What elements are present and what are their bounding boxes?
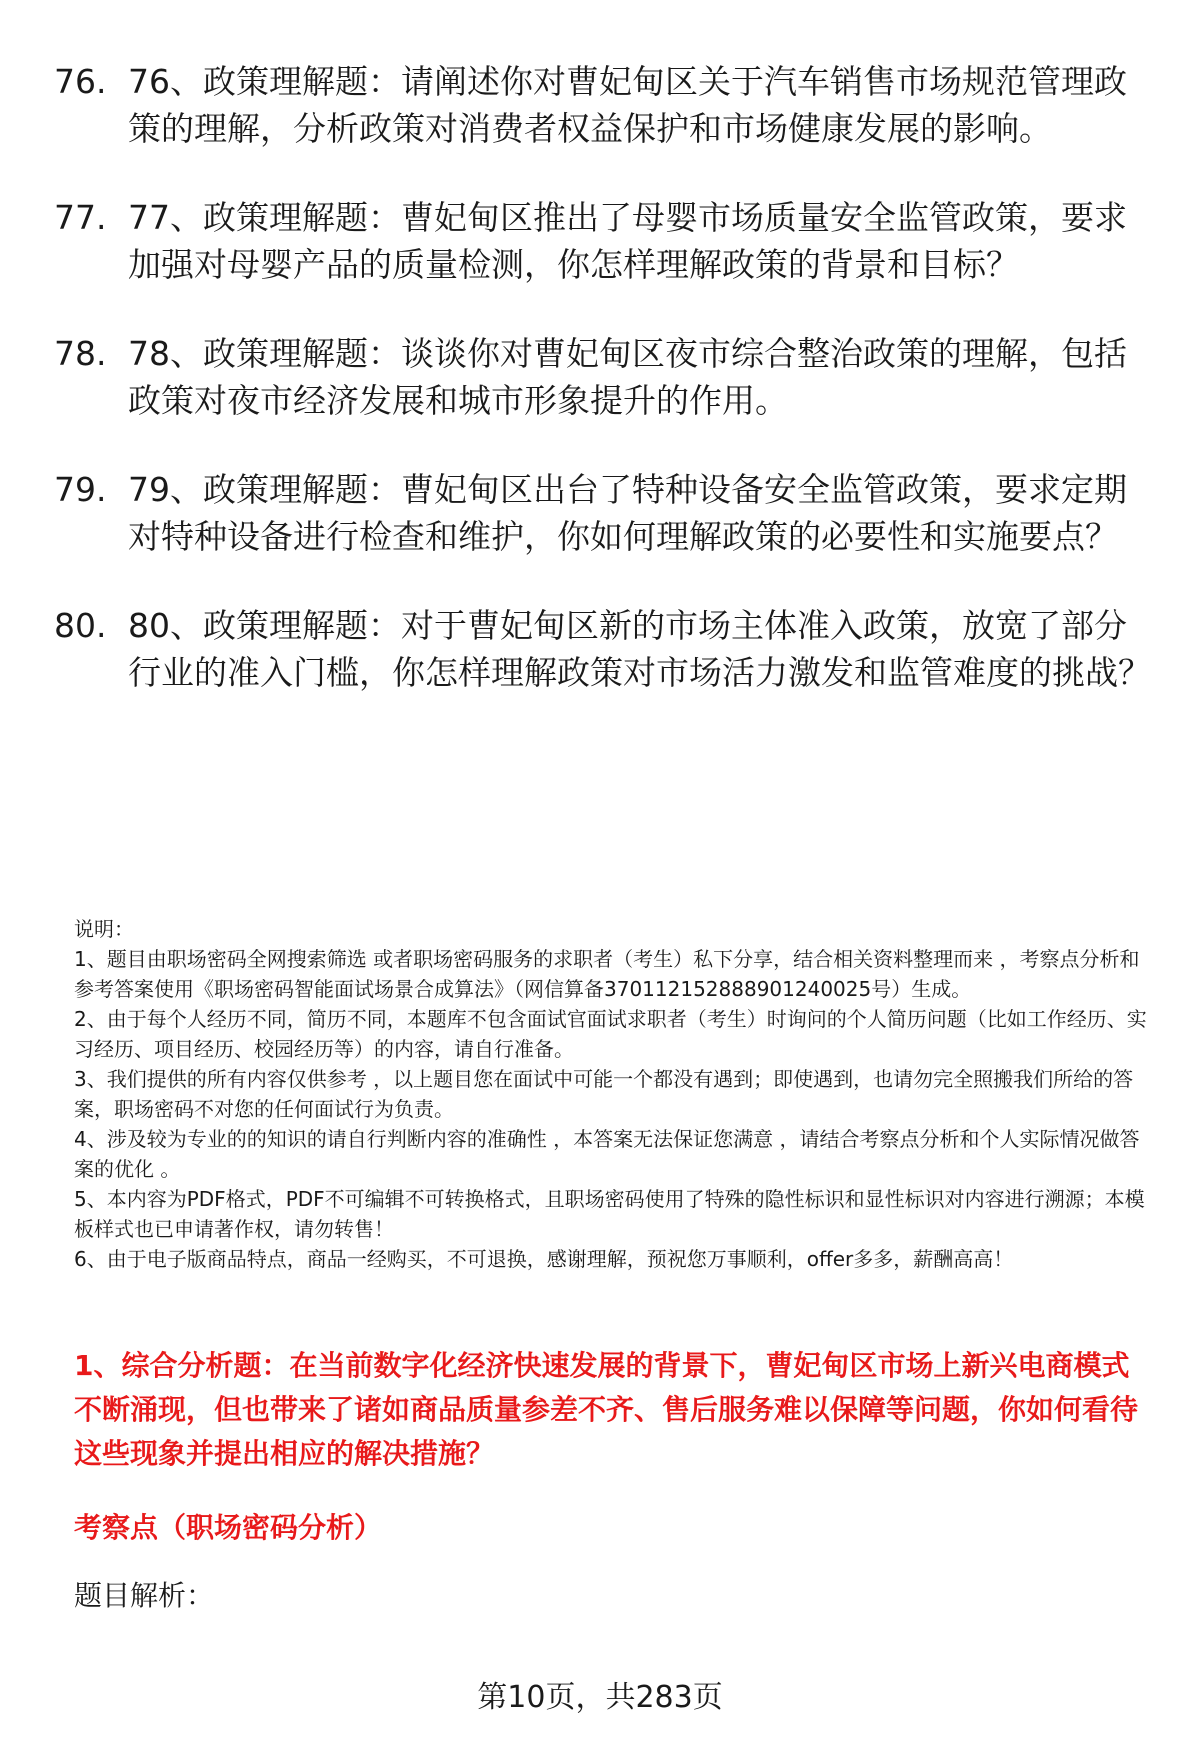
notes-heading: 说明： — [74, 917, 134, 941]
note-item: 2、由于每个人经历不同，简历不同，本题库不包含面试官面试求职者（考生）时询问的个人简历问题（比如工作经历、实习经历、项目经历、校园经历等）的内容，请自行准备。 — [74, 1007, 1147, 1061]
question-text: 77、政策理解题：曹妃甸区推出了母婴市场质量安全监管政策，要求加强对母婴产品的质量检测，你怎样理解政策的背景和目标？ — [128, 198, 1127, 284]
question-list — [54, 58, 1154, 738]
question-number: 77. — [54, 198, 107, 237]
question-item — [54, 330, 1154, 424]
question-item — [54, 58, 1154, 152]
question-number: 78. — [54, 334, 107, 373]
note-item: 5、本内容为PDF格式，PDF不可编辑不可转换格式，且职场密码使用了特殊的隐性标识和显性标识对内容进行溯源；本模板样式也已申请著作权，请勿转售！ — [74, 1187, 1145, 1241]
question-number: 79. — [54, 470, 107, 509]
featured-question-block — [74, 1344, 1156, 1550]
page-footer: 第10页，共283页 — [477, 1680, 723, 1715]
question-number: 76. — [54, 62, 107, 101]
sub-heading: 题目解析： — [74, 1579, 215, 1612]
question-text: 79、政策理解题：曹妃甸区出台了特种设备安全监管政策，要求定期对特种设备进行检查和维护，你如何理解政策的必要性和实施要点？ — [128, 470, 1127, 556]
question-text: 76、政策理解题：请阐述你对曹妃甸区关于汽车销售市场规范管理政策的理解，分析政策对消费者权益保护和市场健康发展的影响。 — [128, 62, 1127, 148]
analysis-heading: 考察点（职场密码分析） — [74, 1511, 383, 1544]
question-text: 80、政策理解题：对于曹妃甸区新的市场主体准入政策，放宽了部分行业的准入门槛，你怎样理解政策对市场活力激发和监管难度的挑战？ — [128, 606, 1151, 692]
question-item — [54, 194, 1154, 288]
question-number: 80. — [54, 606, 107, 645]
question-item — [54, 466, 1154, 560]
featured-question: 1、综合分析题：在当前数字化经济快速发展的背景下，曹妃甸区市场上新兴电商模式不断涌现，但也带来了诸如商品质量参差不齐、售后服务难以保障等问题，你如何看待这些现象并提出相应的解决措施？ — [74, 1349, 1139, 1470]
question-item — [54, 602, 1154, 696]
notes-section — [74, 914, 1154, 1274]
note-item: 1、题目由职场密码全网搜索筛选 或者职场密码服务的求职者（考生）私下分享，结合相关资料整理而来 ，考察点分析和参考答案使用《职场密码智能面试场景合成算法》（网信算备370112152888901240025号）生成。 — [74, 947, 1140, 1001]
note-item: 4、涉及较为专业的的知识的请自行判断内容的准确性 ，本答案无法保证您满意 ，请结合考察点分析和个人实际情况做答案的优化 。 — [74, 1127, 1140, 1181]
note-item: 3、我们提供的所有内容仅供参考 ，以上题目您在面试中可能一个都没有遇到；即使遇到，也请勿完全照搬我们所给的答案，职场密码不对您的任何面试行为负责。 — [74, 1067, 1134, 1121]
question-text: 78、政策理解题：谈谈你对曹妃甸区夜市综合整治政策的理解，包括政策对夜市经济发展和城市形象提升的作用。 — [128, 334, 1127, 420]
note-item: 6、由于电子版商品特点，商品一经购买，不可退换，感谢理解，预祝您万事顺利，offer多多，薪酬高高！ — [74, 1247, 1014, 1271]
